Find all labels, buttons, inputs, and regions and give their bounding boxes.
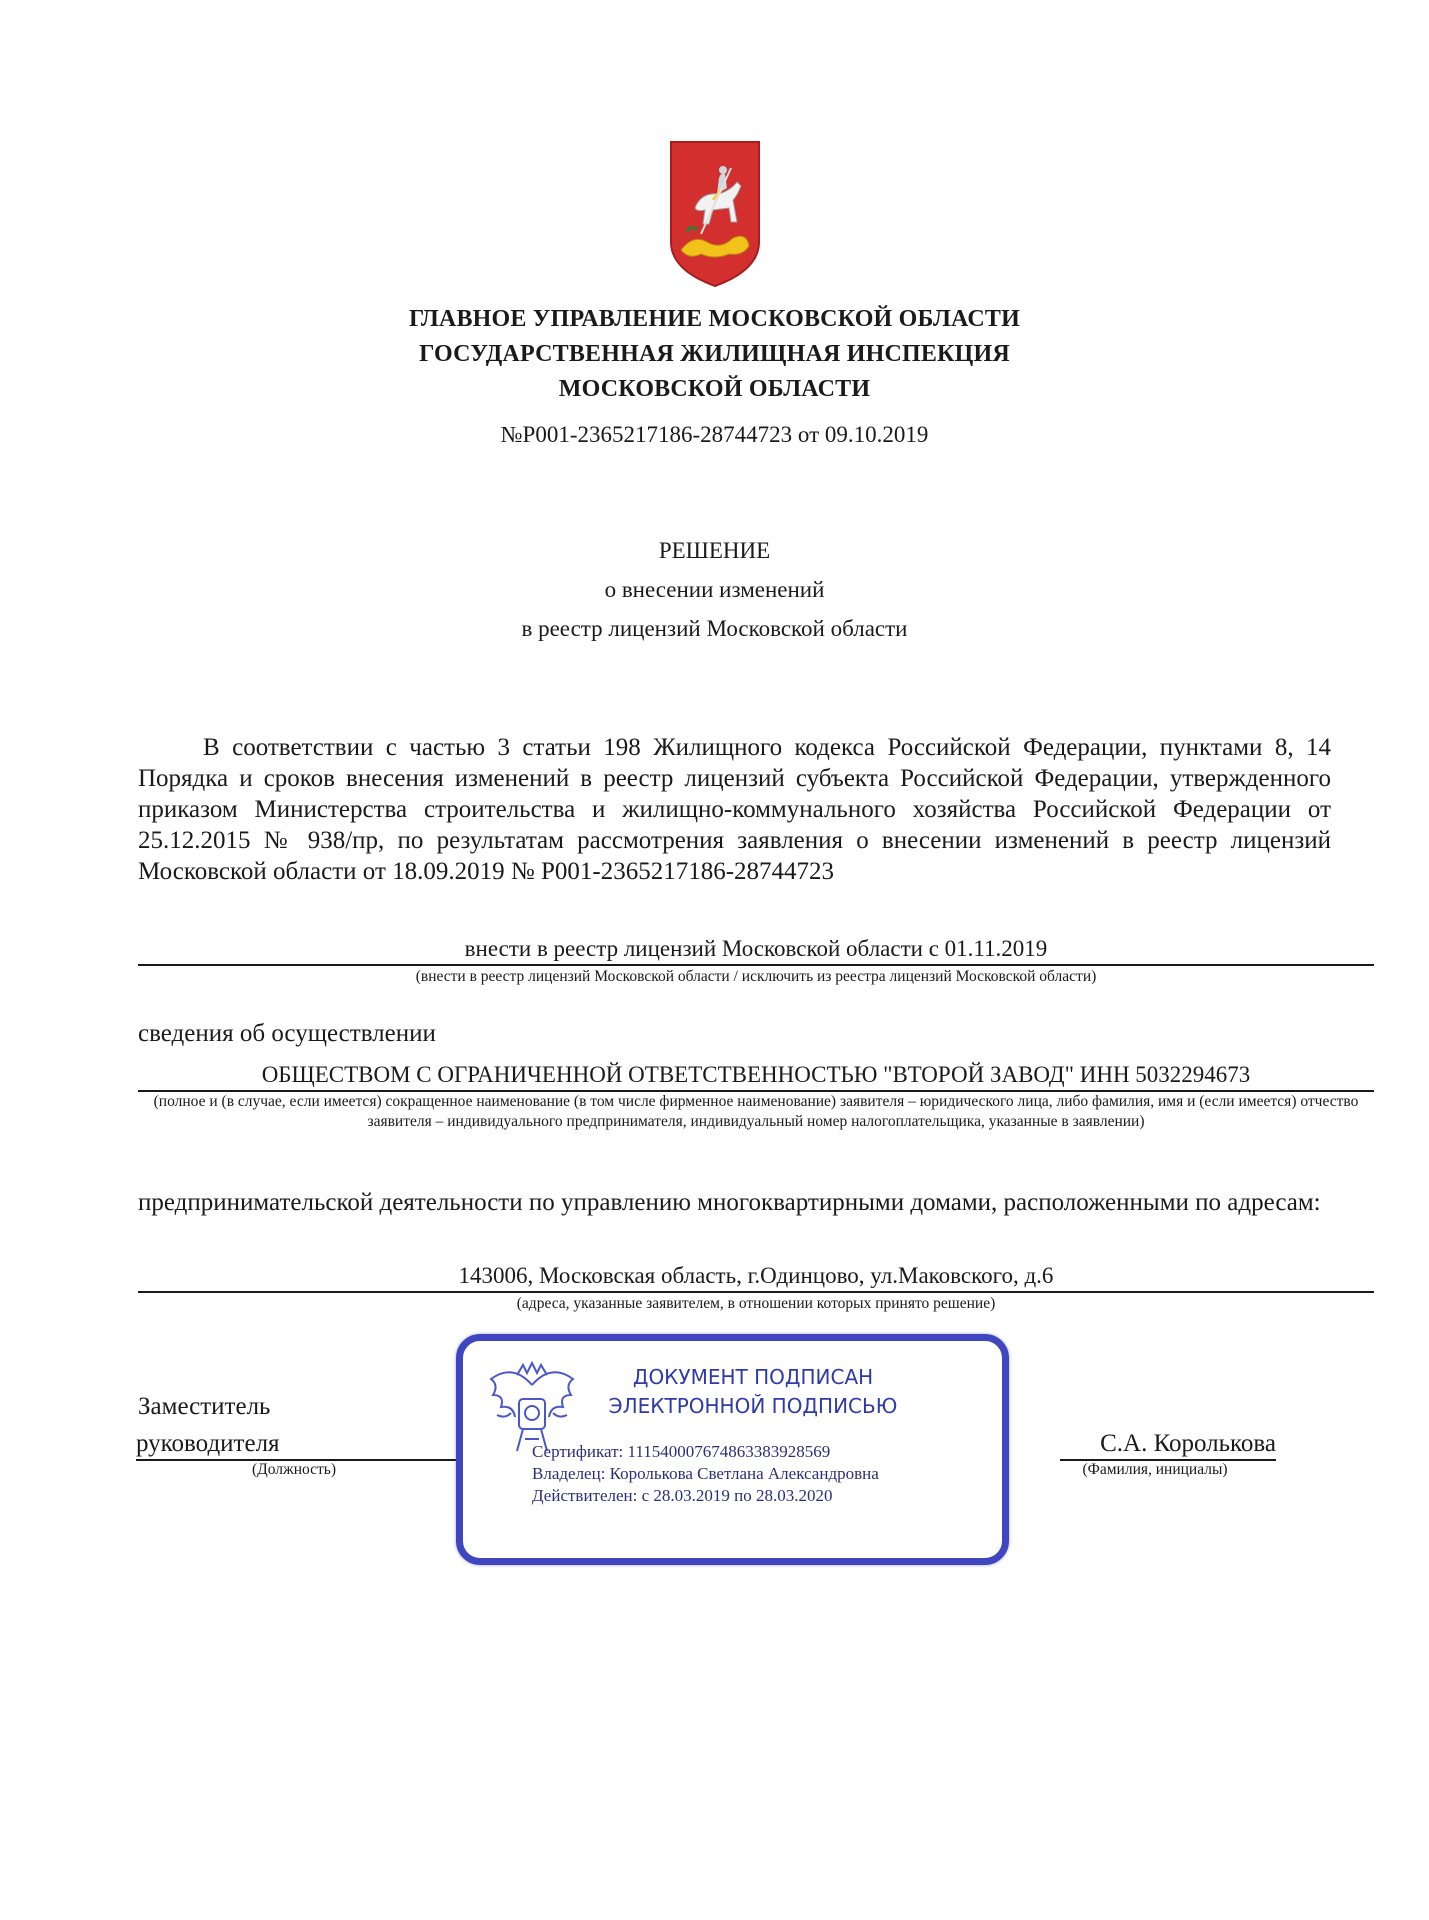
stamp-owner: Владелец: Королькова Светлана Александровна <box>532 1464 879 1483</box>
about-label: сведения об осуществлении <box>138 1020 436 1047</box>
authority-name-line1: ГЛАВНОЕ УПРАВЛЕНИЕ МОСКОВСКОЙ ОБЛАСТИ <box>408 306 1020 332</box>
stamp-title-line1: ДОКУМЕНТ ПОДПИСАН <box>632 1365 874 1389</box>
address-value: 143006, Московская область, г.Одинцово, ул.Маковского, д.6 <box>458 1263 1054 1288</box>
action-caption: (внести в реестр лицензий Московской области / исключить из реестра лицензий Московской области) <box>415 968 1097 985</box>
address-caption: (адреса, указанные заявителем, в отношении которых принято решение) <box>516 1295 996 1312</box>
action-field <box>138 935 1374 966</box>
document-title: РЕШЕНИЕ <box>658 538 771 563</box>
signatory-position-field <box>136 1428 462 1461</box>
stamp-title-line2: ЭЛЕКТРОННОЙ ПОДПИСЬЮ <box>608 1394 898 1418</box>
action-value: внести в реестр лицензий Московской области с 01.11.2019 <box>464 936 1048 961</box>
applicant-field <box>138 1061 1374 1092</box>
signatory-position-line2: руководителя <box>136 1430 280 1457</box>
applicant-value: ОБЩЕСТВОМ С ОГРАНИЧЕННОЙ ОТВЕТСТВЕННОСТЬЮ "ВТОРОЙ ЗАВОД" ИНН 5032294673 <box>261 1062 1251 1087</box>
applicant-caption: (полное и (в случае, если имеется) сокращенное наименование (в том числе фирменное наименование) заявителя – юридического лица, либо фамилия, имя и (если имеется) отчество заявителя – индивидуального предпринимателя, индивидуальный номер налогоплательщика, указанные в заявлении) <box>153 1093 1359 1130</box>
coat-of-arms-icon <box>667 138 763 290</box>
e-signature-stamp <box>456 1334 1009 1565</box>
legal-basis-paragraph: В соответствии с частью 3 статьи 198 Жилищного кодекса Российской Федерации, пунктами 8, 14 Порядка и сроков внесения изменений в реестр лицензий субъекта Российской Федерации, утвержденного приказом Министерства строительства и жилищно-коммунального хозяйства Российской Федерации от 25.12.2015 № 938/пр, по результатам рассмотрения заявления о внесении изменений в реестр лицензий Московской области от 18.09.2019 № Р001-2365217186-28744723 <box>138 734 1331 885</box>
authority-name-line2: ГОСУДАРСТВЕННАЯ ЖИЛИЩНАЯ ИНСПЕКЦИЯ <box>419 341 1010 367</box>
authority-name-line3: МОСКОВСКОЙ ОБЛАСТИ <box>558 376 871 402</box>
activity-text: предпринимательской деятельности по управлению многоквартирными домами, расположенными по адресам: <box>138 1189 1321 1216</box>
signatory-name-field <box>1060 1428 1276 1461</box>
position-caption: (Должность) <box>251 1461 337 1478</box>
address-field <box>138 1262 1374 1293</box>
stamp-certificate: Сертификат: 111540007674863383928569 <box>532 1442 831 1461</box>
stamp-validity: Действителен: с 28.03.2019 по 28.03.2020 <box>532 1486 833 1505</box>
signatory-position-line1: Заместитель <box>138 1393 271 1420</box>
name-caption: (Фамилия, инициалы) <box>1082 1461 1228 1478</box>
document-subtitle-line2: в реестр лицензий Московской области <box>521 616 908 641</box>
document-subtitle-line1: о внесении изменений <box>604 577 825 602</box>
document-number: №Р001-2365217186-28744723 от 09.10.2019 <box>500 422 929 447</box>
signatory-name: С.А. Королькова <box>1100 1430 1276 1457</box>
